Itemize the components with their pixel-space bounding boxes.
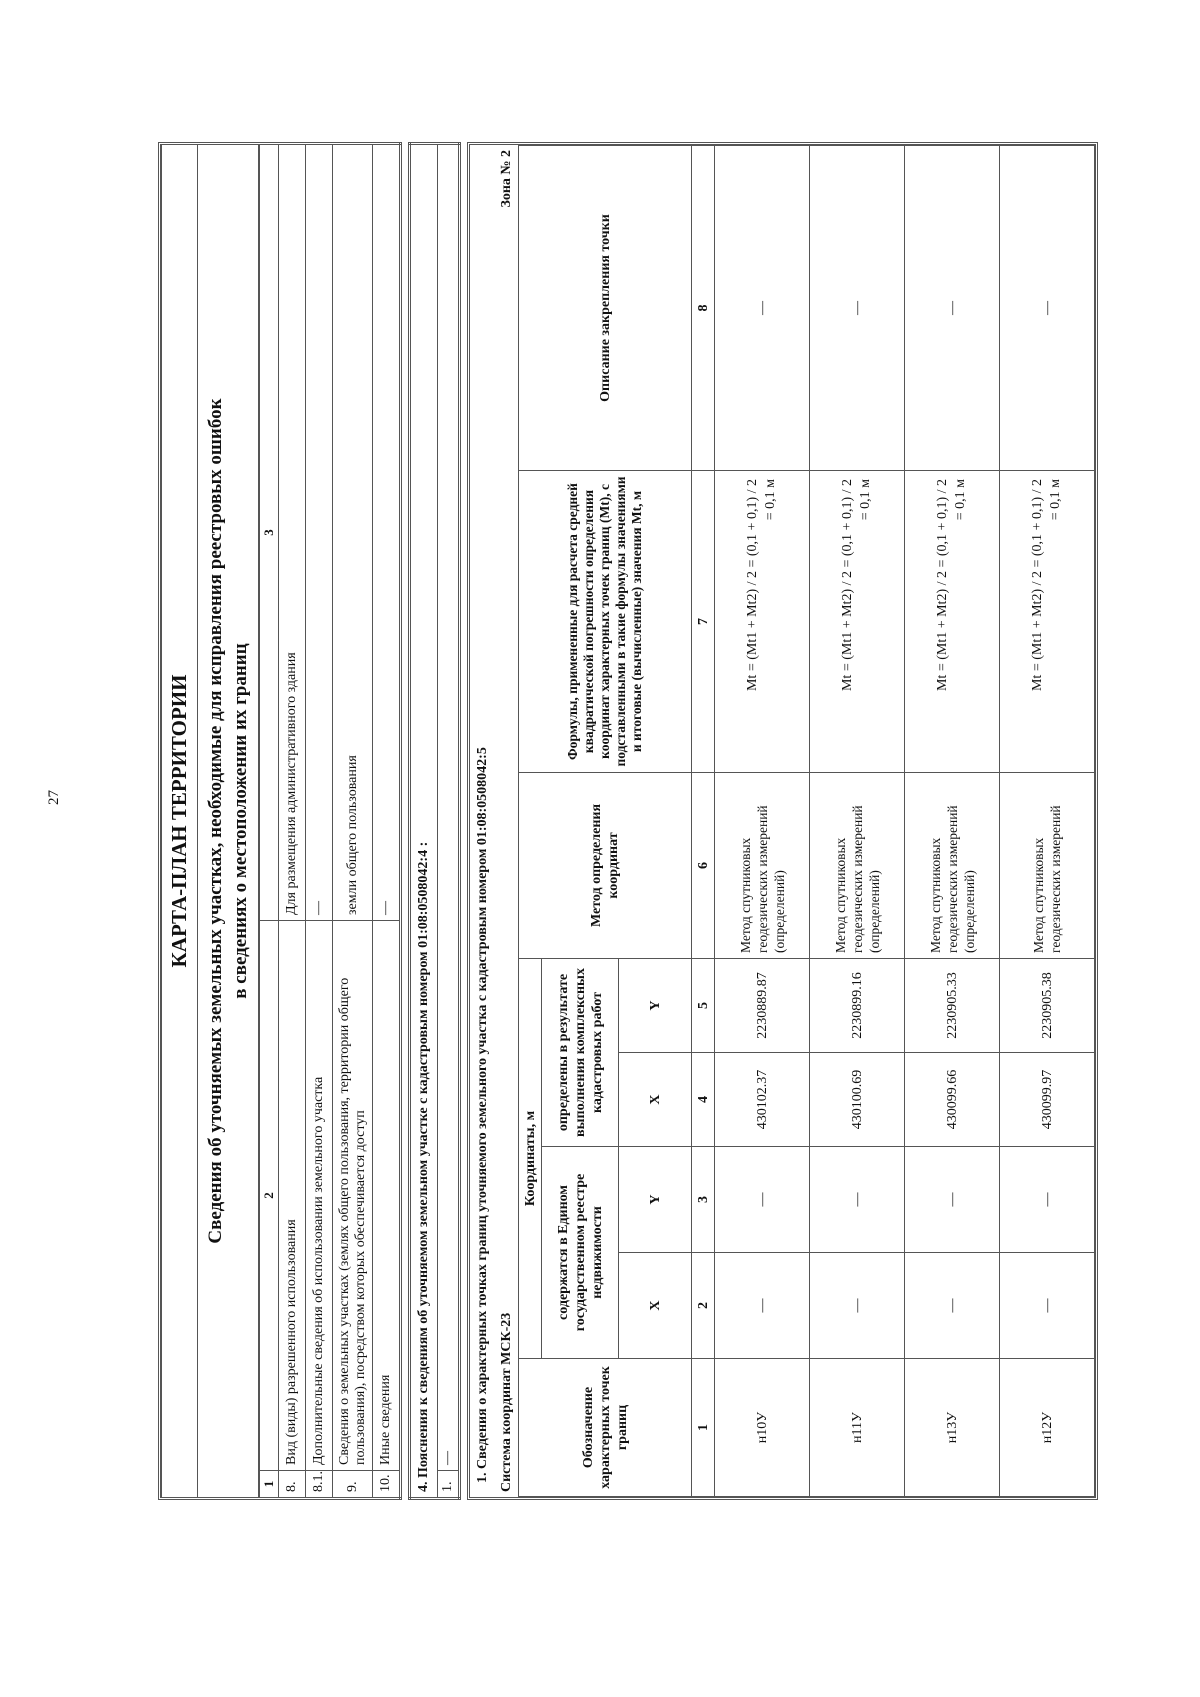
x-egrn: — bbox=[1000, 1253, 1095, 1359]
col-header-formula: Формулы, примененные для расчета средней квадратической погрешности определения координат характерных точек границ (Mt), с подставленными в такие формулы значениями и итоговые (вычисленные) значения Mt, м bbox=[519, 470, 692, 772]
formula-line-2: = 0,1 м bbox=[858, 478, 873, 521]
x-egrn: — bbox=[715, 1253, 810, 1359]
description-value: — bbox=[1000, 146, 1095, 471]
subtitle-line-2: в сведениях о местоположении их границ bbox=[230, 643, 251, 999]
coords-section bbox=[467, 142, 1098, 1500]
col-header-method: Метод определения координат bbox=[519, 772, 692, 958]
description-value: — bbox=[905, 146, 1000, 471]
col-header-x: X bbox=[619, 1053, 692, 1147]
method-value: Метод спутниковых геодезических измерений (определений) bbox=[715, 772, 810, 958]
document-title: КАРТА-ПЛАН ТЕРРИТОРИИ bbox=[162, 145, 198, 1497]
info-header-3: 3 bbox=[260, 144, 279, 921]
formula-line-1: Mt = (Mt1 + Mt2) / 2 = (0,1 + 0,1) / 2 bbox=[1030, 478, 1045, 692]
formula-line-1: Mt = (Mt1 + Mt2) / 2 = (0,1 + 0,1) / 2 bbox=[840, 478, 855, 692]
info-row-value: — bbox=[306, 144, 333, 921]
method-value: Метод спутниковых геодезических измерений (определений) bbox=[905, 772, 1000, 958]
info-row-value: — bbox=[373, 144, 401, 921]
subtitle-line-1: Сведения об уточняемых земельных участках, необходимые для исправления реестровых ошибок bbox=[205, 398, 226, 1244]
point-name: н12У bbox=[1000, 1359, 1095, 1497]
formula-value bbox=[1000, 470, 1095, 772]
coords-table bbox=[518, 145, 1095, 1497]
col-header-y-egrn: Y bbox=[619, 1147, 692, 1253]
page-number: 27 bbox=[46, 790, 62, 805]
info-table bbox=[259, 142, 402, 1500]
y-value: 2230905.33 bbox=[905, 958, 1000, 1052]
info-row bbox=[306, 144, 333, 1499]
info-row-name: Дополнительные сведения об использовании земельного участка bbox=[306, 921, 333, 1471]
info-row-name: Иные сведения bbox=[373, 921, 401, 1471]
col-number: 8 bbox=[692, 146, 715, 471]
column-numbers-row bbox=[692, 146, 715, 1497]
notes-row-num: 1. bbox=[438, 1471, 460, 1499]
info-header-1: 1 bbox=[260, 1471, 279, 1499]
col-header-egrn: содержатся в Едином государственном реестре недвижимости bbox=[542, 1147, 619, 1359]
y-egrn: — bbox=[1000, 1147, 1095, 1253]
info-row bbox=[373, 144, 401, 1499]
x-value: 430099.66 bbox=[905, 1053, 1000, 1147]
info-header-row bbox=[260, 144, 279, 1499]
y-egrn: — bbox=[810, 1147, 905, 1253]
col-header-description: Описание закрепления точки bbox=[519, 146, 692, 471]
landscape-document bbox=[158, 142, 1070, 1500]
y-egrn: — bbox=[905, 1147, 1000, 1253]
info-row-value: Для размещения административного здания bbox=[279, 144, 306, 921]
info-row-num: 8. bbox=[279, 1471, 306, 1499]
point-name: н11У bbox=[810, 1359, 905, 1497]
table-row bbox=[905, 146, 1000, 1497]
col-header-point: Обозначение характерных точек границ bbox=[519, 1359, 692, 1497]
title-block bbox=[158, 142, 259, 1500]
info-row-value: земли общего пользования bbox=[333, 144, 373, 921]
info-row bbox=[333, 144, 373, 1499]
notes-row-value: — bbox=[438, 144, 460, 1471]
notes-title: 4. Пояснения к сведениям об уточняемом земельном участке с кадастровым номером 01:08:0508042:4 : bbox=[410, 144, 438, 1499]
table-row bbox=[1000, 146, 1095, 1497]
col-number: 7 bbox=[692, 470, 715, 772]
col-header-x-egrn: X bbox=[619, 1253, 692, 1359]
coordinate-system: Система координат МСК-23 bbox=[499, 1312, 514, 1492]
info-row-num: 9. bbox=[333, 1471, 373, 1499]
info-row-num: 8.1. bbox=[306, 1471, 333, 1499]
formula-line-2: = 0,1 м bbox=[1048, 478, 1063, 521]
table-row bbox=[810, 146, 905, 1497]
table-row bbox=[715, 146, 810, 1497]
method-value: Метод спутниковых геодезических измерений bbox=[1000, 772, 1095, 958]
y-value: 2230905.38 bbox=[1000, 958, 1095, 1052]
point-name: н13У bbox=[905, 1359, 1000, 1497]
info-row-name: Сведения о земельных участках (землях общего пользования, территории общего пользования), посредством которых обеспечивается доступ bbox=[333, 921, 373, 1471]
formula-line-1: Mt = (Mt1 + Mt2) / 2 = (0,1 + 0,1) / 2 bbox=[935, 478, 950, 692]
col-header-result: определены в результате выполнения комплексных кадастровых работ bbox=[542, 958, 619, 1146]
col-number: 6 bbox=[692, 772, 715, 958]
point-name: н10У bbox=[715, 1359, 810, 1497]
col-header-coords: Координаты, м bbox=[519, 958, 542, 1358]
y-value: 2230899.16 bbox=[810, 958, 905, 1052]
formula-line-2: = 0,1 м bbox=[763, 478, 778, 521]
col-number: 1 bbox=[692, 1359, 715, 1497]
y-value: 2230889.87 bbox=[715, 958, 810, 1052]
formula-line-1: Mt = (Mt1 + Mt2) / 2 = (0,1 + 0,1) / 2 bbox=[745, 478, 760, 692]
formula-value bbox=[905, 470, 1000, 772]
zone-label: Зона № 2 bbox=[499, 150, 514, 208]
method-value: Метод спутниковых геодезических измерений (определений) bbox=[810, 772, 905, 958]
y-egrn: — bbox=[715, 1147, 810, 1253]
info-header-2: 2 bbox=[260, 921, 279, 1471]
col-number: 3 bbox=[692, 1147, 715, 1253]
x-value: 430102.37 bbox=[715, 1053, 810, 1147]
formula-value bbox=[810, 470, 905, 772]
description-value: — bbox=[810, 146, 905, 471]
description-value: — bbox=[715, 146, 810, 471]
coords-title: 1. Сведения о характерных точках границ уточняемого земельного участка с кадастровым номером 01:08:0508042:5 bbox=[475, 747, 490, 1483]
x-value: 430100.69 bbox=[810, 1053, 905, 1147]
x-value: 430099.97 bbox=[1000, 1053, 1095, 1147]
x-egrn: — bbox=[810, 1253, 905, 1359]
formula-line-2: = 0,1 м bbox=[953, 478, 968, 521]
x-egrn: — bbox=[905, 1253, 1000, 1359]
formula-value bbox=[715, 470, 810, 772]
document-subtitle bbox=[198, 145, 259, 1497]
info-row bbox=[279, 144, 306, 1499]
col-header-y: Y bbox=[619, 958, 692, 1052]
col-number: 2 bbox=[692, 1253, 715, 1359]
info-row-num: 10. bbox=[373, 1471, 401, 1499]
notes-table bbox=[408, 142, 461, 1500]
info-row-name: Вид (виды) разрешенного использования bbox=[279, 921, 306, 1471]
col-number: 5 bbox=[692, 958, 715, 1052]
col-number: 4 bbox=[692, 1053, 715, 1147]
